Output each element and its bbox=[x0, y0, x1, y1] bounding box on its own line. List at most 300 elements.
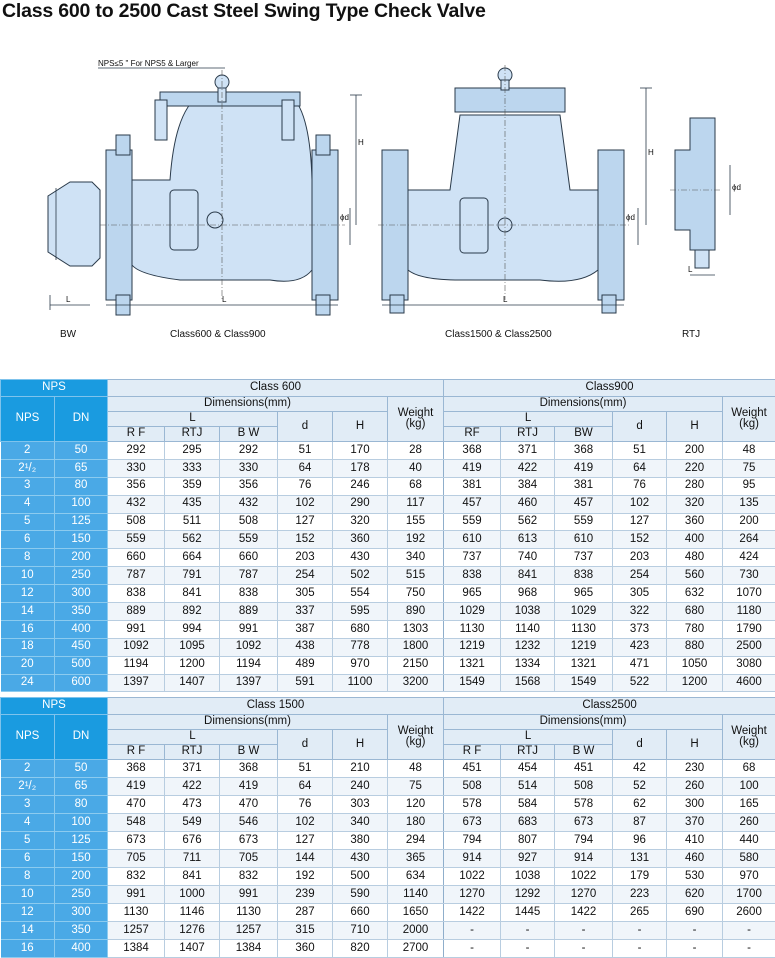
table-cell: 292 bbox=[108, 442, 165, 460]
table-cell: 5 bbox=[1, 513, 55, 531]
table-cell: 841 bbox=[501, 567, 555, 585]
table-cell: 500 bbox=[333, 868, 388, 886]
table-cell: 239 bbox=[278, 886, 333, 904]
table-row bbox=[1, 549, 775, 567]
table-cell: 127 bbox=[278, 832, 333, 850]
table-row bbox=[1, 638, 775, 656]
table-cell: 591 bbox=[278, 674, 333, 692]
class-600-header: Class 600 bbox=[108, 380, 444, 397]
table-cell: 454 bbox=[501, 760, 555, 778]
table-cell: 200 bbox=[723, 513, 775, 531]
table-cell: 16 bbox=[1, 620, 55, 638]
table-cell: 634 bbox=[388, 868, 444, 886]
table-cell: 1700 bbox=[723, 886, 775, 904]
table-cell: 102 bbox=[613, 495, 667, 513]
table-cell: 65 bbox=[55, 778, 108, 796]
table-cell: 560 bbox=[667, 567, 723, 585]
bw-header: B W bbox=[220, 427, 278, 442]
table-cell: 530 bbox=[667, 868, 723, 886]
table-cell: 457 bbox=[555, 495, 613, 513]
table-cell: 559 bbox=[220, 531, 278, 549]
table-cell: 8 bbox=[1, 549, 55, 567]
table-cell: 1092 bbox=[108, 638, 165, 656]
table-cell: - bbox=[501, 940, 555, 958]
table-cell: 660 bbox=[220, 549, 278, 567]
table-cell: 1000 bbox=[165, 886, 220, 904]
table-cell: 51 bbox=[613, 442, 667, 460]
table-cell: 2700 bbox=[388, 940, 444, 958]
table-cell: 1194 bbox=[108, 656, 165, 674]
table-cell: 28 bbox=[388, 442, 444, 460]
table-cell: 179 bbox=[613, 868, 667, 886]
table-cell: 170 bbox=[333, 442, 388, 460]
table-cell: 880 bbox=[667, 638, 723, 656]
table-cell: 250 bbox=[55, 567, 108, 585]
table-cell: 1270 bbox=[555, 886, 613, 904]
table-cell: - bbox=[613, 940, 667, 958]
table-cell: 1549 bbox=[444, 674, 501, 692]
table-cell: 832 bbox=[108, 868, 165, 886]
table-cell: 322 bbox=[613, 603, 667, 621]
table-cell: 40 bbox=[388, 459, 444, 477]
table-cell: 75 bbox=[388, 778, 444, 796]
table-cell: 889 bbox=[220, 603, 278, 621]
rf-header: RF bbox=[444, 427, 501, 442]
table-cell: 2500 bbox=[723, 638, 775, 656]
table-cell: 20 bbox=[1, 656, 55, 674]
table-cell: 737 bbox=[444, 549, 501, 567]
table-row bbox=[1, 459, 775, 477]
table-cell: 12 bbox=[1, 904, 55, 922]
table-cell: 680 bbox=[667, 603, 723, 621]
bw-label: BW bbox=[60, 329, 77, 340]
table-cell: 102 bbox=[278, 814, 333, 832]
table-cell: 365 bbox=[388, 850, 444, 868]
table-cell: 1422 bbox=[444, 904, 501, 922]
table-cell: 1130 bbox=[108, 904, 165, 922]
table-cell: 991 bbox=[108, 886, 165, 904]
table-cell: 76 bbox=[278, 796, 333, 814]
rtj-header: RTJ bbox=[501, 745, 555, 760]
table-cell: 1445 bbox=[501, 904, 555, 922]
table-cell: 10 bbox=[1, 567, 55, 585]
table-row bbox=[1, 531, 775, 549]
dimensions-header: Dimensions(mm) bbox=[108, 397, 388, 412]
weight-header: Weight (kg) bbox=[388, 397, 444, 442]
table-cell: 264 bbox=[723, 531, 775, 549]
table-cell: 96 bbox=[613, 832, 667, 850]
table-cell: 16 bbox=[1, 940, 55, 958]
table-cell: 750 bbox=[388, 585, 444, 603]
table-cell: 508 bbox=[555, 778, 613, 796]
rf-header: R F bbox=[108, 427, 165, 442]
table-cell: 265 bbox=[613, 904, 667, 922]
H-header: H bbox=[333, 412, 388, 442]
table-cell: 590 bbox=[333, 886, 388, 904]
table-cell: 2¹/₂ bbox=[1, 778, 55, 796]
bw-end-view bbox=[48, 182, 100, 310]
table-cell: 280 bbox=[667, 477, 723, 495]
table-cell: 68 bbox=[388, 477, 444, 495]
size-note: NPS≤5 " For NPS5 & Larger bbox=[98, 59, 199, 68]
table-cell: 51 bbox=[278, 442, 333, 460]
table-cell: 559 bbox=[108, 531, 165, 549]
table-cell: 632 bbox=[667, 585, 723, 603]
table-cell: 554 bbox=[333, 585, 388, 603]
table-cell: 1568 bbox=[501, 674, 555, 692]
table-cell: 832 bbox=[220, 868, 278, 886]
table-cell: 400 bbox=[55, 620, 108, 638]
table-cell: 489 bbox=[278, 656, 333, 674]
table-cell: 368 bbox=[220, 760, 278, 778]
weight-header: Weight (kg) bbox=[723, 397, 775, 442]
nps-header: NPS bbox=[1, 380, 108, 397]
table-cell: 387 bbox=[278, 620, 333, 638]
table-cell: - bbox=[555, 940, 613, 958]
table-cell: 794 bbox=[555, 832, 613, 850]
table-cell: 562 bbox=[501, 513, 555, 531]
table-cell: 1050 bbox=[667, 656, 723, 674]
table-cell: 549 bbox=[165, 814, 220, 832]
table-cell: 371 bbox=[501, 442, 555, 460]
table-cell: 438 bbox=[278, 638, 333, 656]
table-cell: 333 bbox=[165, 459, 220, 477]
table-cell: 780 bbox=[667, 620, 723, 638]
table-cell: - bbox=[723, 922, 775, 940]
table-cell: 502 bbox=[333, 567, 388, 585]
table-cell: 1022 bbox=[444, 868, 501, 886]
rf-header: R F bbox=[444, 745, 501, 760]
table-cell: 424 bbox=[723, 549, 775, 567]
table-cell: 740 bbox=[501, 549, 555, 567]
table-cell: 1549 bbox=[555, 674, 613, 692]
rtj-detail-view bbox=[670, 118, 741, 275]
table-cell: 100 bbox=[55, 814, 108, 832]
table-row bbox=[1, 760, 775, 778]
table-cell: 970 bbox=[723, 868, 775, 886]
table-cell: 730 bbox=[723, 567, 775, 585]
table-cell: 1321 bbox=[444, 656, 501, 674]
table-cell: 430 bbox=[333, 549, 388, 567]
table-cell: 1334 bbox=[501, 656, 555, 674]
rtj-header: RTJ bbox=[165, 427, 220, 442]
table-cell: 705 bbox=[220, 850, 278, 868]
table-class600-900 bbox=[0, 379, 775, 692]
table-cell: - bbox=[613, 922, 667, 940]
table-cell: 350 bbox=[55, 603, 108, 621]
table-cell: 220 bbox=[667, 459, 723, 477]
table-cell: 371 bbox=[165, 760, 220, 778]
table-row bbox=[1, 922, 775, 940]
table-cell: 100 bbox=[55, 495, 108, 513]
table-cell: 610 bbox=[444, 531, 501, 549]
table-cell: 1800 bbox=[388, 638, 444, 656]
table-cell: 991 bbox=[108, 620, 165, 638]
table-cell: 892 bbox=[165, 603, 220, 621]
table-cell: 360 bbox=[278, 940, 333, 958]
table-cell: 1095 bbox=[165, 638, 220, 656]
table-cell: 511 bbox=[165, 513, 220, 531]
table-cell: 203 bbox=[613, 549, 667, 567]
table-cell: 12 bbox=[1, 585, 55, 603]
table-cell: 368 bbox=[555, 442, 613, 460]
table-cell: 508 bbox=[444, 778, 501, 796]
table-cell: 1130 bbox=[555, 620, 613, 638]
d-header: d bbox=[278, 730, 333, 760]
table-cell: 994 bbox=[165, 620, 220, 638]
table-row bbox=[1, 620, 775, 638]
table-cell: 1397 bbox=[108, 674, 165, 692]
table-cell: 350 bbox=[55, 922, 108, 940]
table-cell: 203 bbox=[278, 549, 333, 567]
table-cell: 595 bbox=[333, 603, 388, 621]
table-cell: 548 bbox=[108, 814, 165, 832]
table-cell: 500 bbox=[55, 656, 108, 674]
table-cell: 470 bbox=[108, 796, 165, 814]
table-cell: 1194 bbox=[220, 656, 278, 674]
table-cell: 1219 bbox=[444, 638, 501, 656]
H-header: H bbox=[333, 730, 388, 760]
table-cell: 340 bbox=[388, 549, 444, 567]
table-cell: 400 bbox=[667, 531, 723, 549]
rtj-header: RTJ bbox=[165, 745, 220, 760]
table-cell: 50 bbox=[55, 442, 108, 460]
table-cell: 65 bbox=[55, 459, 108, 477]
table-cell: 1146 bbox=[165, 904, 220, 922]
table-cell: 3 bbox=[1, 477, 55, 495]
table-cell: 991 bbox=[220, 886, 278, 904]
table-cell: - bbox=[723, 940, 775, 958]
table-cell: - bbox=[667, 922, 723, 940]
svg-text:L: L bbox=[66, 295, 71, 304]
class-1500-header: Class 1500 bbox=[108, 698, 444, 715]
table-cell: 125 bbox=[55, 832, 108, 850]
table-cell: 305 bbox=[613, 585, 667, 603]
table-cell: 610 bbox=[555, 531, 613, 549]
table-cell: 1321 bbox=[555, 656, 613, 674]
table-cell: 64 bbox=[613, 459, 667, 477]
col-dn: DN bbox=[55, 715, 108, 760]
table-cell: 515 bbox=[388, 567, 444, 585]
table-cell: 360 bbox=[667, 513, 723, 531]
table-cell: 705 bbox=[108, 850, 165, 868]
svg-text:L: L bbox=[503, 295, 508, 304]
table-cell: 287 bbox=[278, 904, 333, 922]
table-cell: 1140 bbox=[388, 886, 444, 904]
table-cell: 100 bbox=[723, 778, 775, 796]
table-cell: 155 bbox=[388, 513, 444, 531]
table-cell: 410 bbox=[667, 832, 723, 850]
table-row bbox=[1, 850, 775, 868]
table-cell: 200 bbox=[667, 442, 723, 460]
table-cell: 3 bbox=[1, 796, 55, 814]
table-cell: 6 bbox=[1, 531, 55, 549]
table-cell: 791 bbox=[165, 567, 220, 585]
table-cell: 260 bbox=[667, 778, 723, 796]
table-cell: 87 bbox=[613, 814, 667, 832]
table-cell: 290 bbox=[333, 495, 388, 513]
table-cell: - bbox=[444, 940, 501, 958]
table-cell: 807 bbox=[501, 832, 555, 850]
table-cell: 315 bbox=[278, 922, 333, 940]
table-cell: 965 bbox=[555, 585, 613, 603]
table-cell: 1140 bbox=[501, 620, 555, 638]
table-cell: 192 bbox=[278, 868, 333, 886]
table-cell: 300 bbox=[667, 796, 723, 814]
d-header: d bbox=[613, 730, 667, 760]
class-900-header: Class900 bbox=[444, 380, 775, 397]
table-cell: 48 bbox=[388, 760, 444, 778]
table-cell: 80 bbox=[55, 477, 108, 495]
table-cell: 1180 bbox=[723, 603, 775, 621]
svg-text:ϕd: ϕd bbox=[732, 183, 741, 192]
table-cell: 48 bbox=[723, 442, 775, 460]
table-cell: 787 bbox=[108, 567, 165, 585]
class600-900-valve bbox=[100, 70, 364, 315]
table-cell: 52 bbox=[613, 778, 667, 796]
table-cell: 673 bbox=[555, 814, 613, 832]
table-cell: 1276 bbox=[165, 922, 220, 940]
table-cell: 320 bbox=[333, 513, 388, 531]
table-cell: 457 bbox=[444, 495, 501, 513]
table-cell: 562 bbox=[165, 531, 220, 549]
table-cell: 419 bbox=[108, 778, 165, 796]
table-cell: 1219 bbox=[555, 638, 613, 656]
table-cell: 42 bbox=[613, 760, 667, 778]
table-row bbox=[1, 796, 775, 814]
valve-drawings bbox=[0, 40, 775, 350]
table-cell: 24 bbox=[1, 674, 55, 692]
table-cell: 127 bbox=[613, 513, 667, 531]
table-cell: 1384 bbox=[108, 940, 165, 958]
table-cell: 965 bbox=[444, 585, 501, 603]
table-cell: 381 bbox=[444, 477, 501, 495]
table-cell: 200 bbox=[55, 549, 108, 567]
table-cell: 381 bbox=[555, 477, 613, 495]
table-row bbox=[1, 656, 775, 674]
table-row bbox=[1, 674, 775, 692]
table-cell: 522 bbox=[613, 674, 667, 692]
table-cell: 356 bbox=[220, 477, 278, 495]
table-cell: 305 bbox=[278, 585, 333, 603]
table-cell: 419 bbox=[444, 459, 501, 477]
table-cell: 1029 bbox=[555, 603, 613, 621]
svg-text:L: L bbox=[688, 265, 693, 274]
table-cell: 210 bbox=[333, 760, 388, 778]
table-cell: 673 bbox=[108, 832, 165, 850]
class1500-2500-valve bbox=[378, 65, 654, 313]
table-cell: 192 bbox=[388, 531, 444, 549]
class1500-2500-label: Class1500 & Class2500 bbox=[445, 329, 552, 340]
table-cell: 4 bbox=[1, 495, 55, 513]
table-cell: 165 bbox=[723, 796, 775, 814]
table-cell: 295 bbox=[165, 442, 220, 460]
table-cell: 970 bbox=[333, 656, 388, 674]
table-cell: 471 bbox=[613, 656, 667, 674]
table-row bbox=[1, 778, 775, 796]
table-cell: - bbox=[667, 940, 723, 958]
table-class1500-2500 bbox=[0, 697, 775, 958]
table-cell: 300 bbox=[55, 904, 108, 922]
table-cell: 613 bbox=[501, 531, 555, 549]
table-cell: 4 bbox=[1, 814, 55, 832]
table-cell: 1397 bbox=[220, 674, 278, 692]
table-row bbox=[1, 832, 775, 850]
table-cell: 64 bbox=[278, 778, 333, 796]
table-cell: 838 bbox=[444, 567, 501, 585]
table-cell: 1100 bbox=[333, 674, 388, 692]
table-cell: 841 bbox=[165, 585, 220, 603]
table-cell: 80 bbox=[55, 796, 108, 814]
table-cell: 340 bbox=[333, 814, 388, 832]
table-cell: 440 bbox=[723, 832, 775, 850]
table-cell: 1038 bbox=[501, 868, 555, 886]
table-cell: 127 bbox=[278, 513, 333, 531]
table-cell: 368 bbox=[444, 442, 501, 460]
table-cell: 2600 bbox=[723, 904, 775, 922]
table-cell: 422 bbox=[165, 778, 220, 796]
table-cell: 292 bbox=[220, 442, 278, 460]
col-nps: NPS bbox=[1, 715, 55, 760]
d-header: d bbox=[613, 412, 667, 442]
table-cell: 3080 bbox=[723, 656, 775, 674]
table-cell: 76 bbox=[613, 477, 667, 495]
table-cell: 435 bbox=[165, 495, 220, 513]
table-cell: 820 bbox=[333, 940, 388, 958]
svg-text:H: H bbox=[648, 148, 654, 157]
table-cell: 927 bbox=[501, 850, 555, 868]
table-cell: 1257 bbox=[220, 922, 278, 940]
table-cell: 150 bbox=[55, 531, 108, 549]
table-cell: 337 bbox=[278, 603, 333, 621]
table-cell: 1038 bbox=[501, 603, 555, 621]
table-cell: 683 bbox=[501, 814, 555, 832]
rf-header: R F bbox=[108, 745, 165, 760]
table-cell: 711 bbox=[165, 850, 220, 868]
table-row bbox=[1, 585, 775, 603]
table-cell: 480 bbox=[667, 549, 723, 567]
table-cell: 460 bbox=[667, 850, 723, 868]
table-cell: 991 bbox=[220, 620, 278, 638]
table-cell: 180 bbox=[388, 814, 444, 832]
table-cell: 120 bbox=[388, 796, 444, 814]
table-cell: 373 bbox=[613, 620, 667, 638]
class600-900-label: Class600 & Class900 bbox=[170, 329, 266, 340]
table-cell: 508 bbox=[108, 513, 165, 531]
table-cell: 359 bbox=[165, 477, 220, 495]
table-cell: 710 bbox=[333, 922, 388, 940]
class-2500-header: Class2500 bbox=[444, 698, 775, 715]
svg-text:ϕd: ϕd bbox=[626, 213, 635, 222]
col-dn: DN bbox=[55, 397, 108, 442]
table-cell: 125 bbox=[55, 513, 108, 531]
table-cell: 620 bbox=[667, 886, 723, 904]
table-cell: 660 bbox=[108, 549, 165, 567]
table-cell: 451 bbox=[444, 760, 501, 778]
table-cell: 3200 bbox=[388, 674, 444, 692]
table-cell: 1029 bbox=[444, 603, 501, 621]
table-cell: 356 bbox=[108, 477, 165, 495]
table-cell: 1407 bbox=[165, 674, 220, 692]
table-cell: 14 bbox=[1, 603, 55, 621]
table-cell: 1200 bbox=[165, 656, 220, 674]
dimensions-header: Dimensions(mm) bbox=[108, 715, 388, 730]
nps-header: NPS bbox=[1, 698, 108, 715]
table-cell: 914 bbox=[555, 850, 613, 868]
table-cell: 1650 bbox=[388, 904, 444, 922]
table-cell: 1130 bbox=[220, 904, 278, 922]
table-cell: 1232 bbox=[501, 638, 555, 656]
